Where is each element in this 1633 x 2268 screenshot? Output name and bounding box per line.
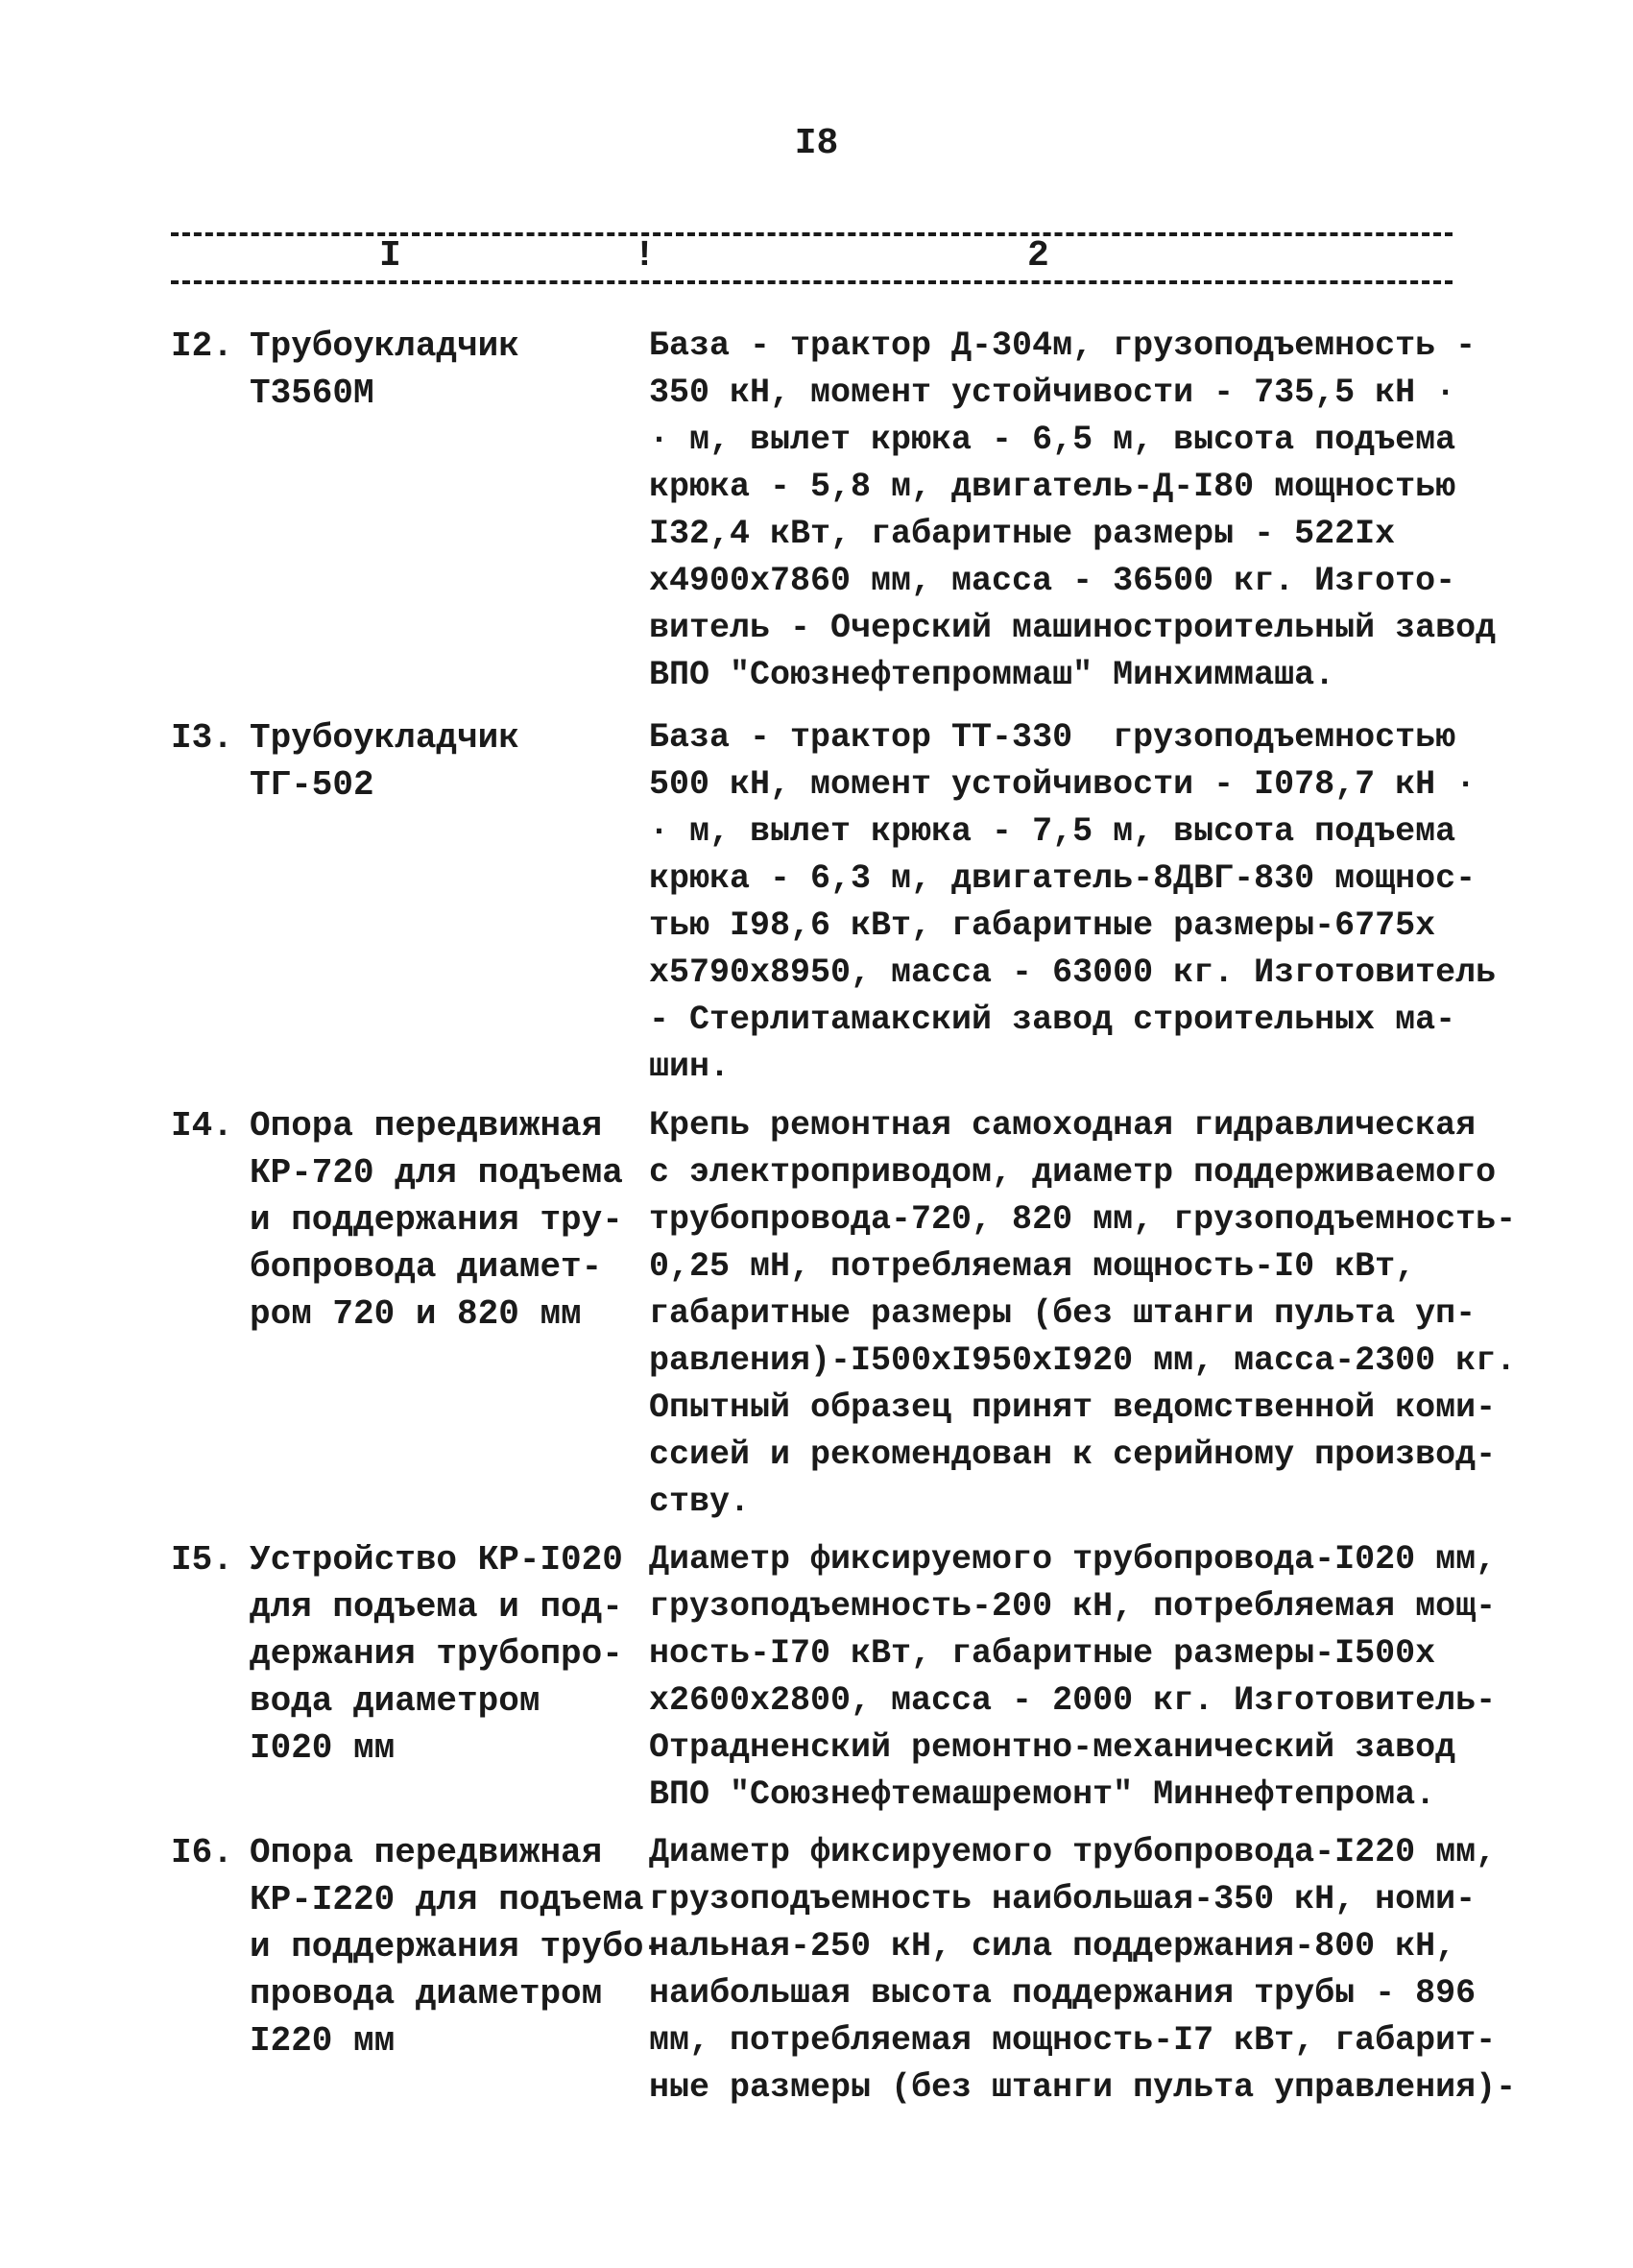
entry-name-line: КР-I220 для подъема [250, 1880, 644, 1919]
entry-name-line: Устройство КР-I020 [250, 1540, 623, 1580]
entry-name-line: держания трубопро- [250, 1634, 623, 1674]
entry-name-line: бопровода диамет- [250, 1247, 603, 1287]
entry-description-line: · м, вылет крюка - 6,5 м, высота подъема [649, 421, 1456, 459]
entry-number: I6. [171, 1833, 233, 1872]
entry-description-line: витель - Очерский машиностроительный завод [649, 609, 1497, 647]
entry-number: I3. [171, 718, 233, 758]
column-header-1: I [379, 235, 401, 277]
entry-description [649, 1536, 1497, 1819]
entry-name-line: Т3560М [250, 374, 374, 413]
entry-description-line: грузоподъемность наибольшая-350 кН, номи- [649, 1880, 1477, 1918]
entry-name-line: I020 мм [250, 1728, 396, 1768]
entry-description-line: ВПО "Союзнефтемашремонт" Миннефтепрома. [649, 1775, 1436, 1814]
entry-description-line: наибольшая высота поддержания трубы - 896 [649, 1974, 1477, 2013]
entry-description-line: Диаметр фиксируемого трубопровода-I220 мм, [649, 1833, 1497, 1871]
table-rule-top [171, 232, 1453, 236]
entry-description-line: трубопровода-720, 820 мм, грузоподъемность- [649, 1200, 1517, 1239]
entry-name-line: Опора передвижная [250, 1833, 603, 1872]
entry-name [250, 1102, 634, 1338]
entry-description-line: х4900х7860 мм, масса - 36500 кг. Изгото- [649, 562, 1456, 600]
entry-description-line: 0,25 мН, потребляемая мощность-I0 кВт, [649, 1247, 1416, 1286]
table-rule-bottom [171, 280, 1453, 284]
entry-description-line: База - трактор Д-304м, грузоподъемность - [649, 326, 1477, 365]
entry-description-line: крюка - 6,3 м, двигатель-8ДВГ-830 мощнос- [649, 859, 1477, 898]
entry-name-line: Трубоукладчик [250, 718, 519, 758]
entry-name-line: ром 720 и 820 мм [250, 1294, 582, 1334]
entry-name [250, 1536, 634, 1772]
entry-name-line: КР-720 для подъема [250, 1153, 623, 1193]
entry-description [649, 1829, 1517, 2111]
column-header-2: 2 [1027, 235, 1049, 277]
entry-description-line: габаритные размеры (без штанги пульта уп- [649, 1294, 1477, 1333]
entry-name-line: и поддержания тру- [250, 1200, 623, 1240]
column-separator: ! [634, 235, 656, 277]
entry-name [250, 714, 634, 808]
entry-description-line: · м, вылет крюка - 7,5 м, высота подъема [649, 812, 1456, 851]
entry-description-line: Отрадненский ремонтно-механический завод [649, 1728, 1456, 1767]
entry-name-line: Опора передвижная [250, 1106, 603, 1146]
page-number: I8 [794, 123, 839, 164]
entry-name-line: провода диаметром [250, 1974, 603, 2014]
entry-description-line: - Стерлитамакский завод строительных ма- [649, 1001, 1456, 1039]
entry-description-line: х2600х2800, масса - 2000 кг. Изготовитель- [649, 1681, 1497, 1720]
entry-description-line: I32,4 кВт, габаритные размеры - 522Iх [649, 515, 1396, 553]
entry-description-line: ссией и рекомендован к серийному производ- [649, 1436, 1497, 1474]
entry-description-line: шин. [649, 1048, 731, 1086]
entry-description-line: мм, потребляемая мощность-I7 кВт, габарит- [649, 2021, 1497, 2060]
entry-description-line: ные размеры (без штанги пульта управления)- [649, 2068, 1517, 2107]
entry-name [250, 323, 634, 417]
entry-name-line: ТГ-502 [250, 765, 374, 805]
entry-description-line: ность-I70 кВт, габаритные размеры-I500х [649, 1634, 1436, 1673]
entry-description-line: с электроприводом, диаметр поддерживаемого [649, 1153, 1497, 1192]
entry-description [649, 1102, 1517, 1526]
entry-name-line: для подъема и под- [250, 1587, 623, 1627]
entry-description-line: Крепь ремонтная самоходная гидравлическая [649, 1106, 1477, 1145]
entry-name-line: и поддержания трубо- [250, 1927, 665, 1966]
entry-description-line: тью I98,6 кВт, габаритные размеры-6775х [649, 906, 1436, 945]
entry-description-line: 350 кН, момент устойчивости - 735,5 кН · [649, 374, 1456, 412]
entry-description-line: грузоподъемность-200 кН, потребляемая мощ- [649, 1587, 1497, 1626]
entry-description-line: ВПО "Союзнефтепроммаш" Минхиммаша. [649, 656, 1335, 694]
entry-description-line: 500 кН, момент устойчивости - I078,7 кН · [649, 765, 1477, 804]
entry-description-line: ству. [649, 1483, 751, 1521]
entry-name-line: I220 мм [250, 2021, 396, 2061]
entry-description-line: Диаметр фиксируемого трубопровода-I020 мм, [649, 1540, 1497, 1579]
entry-description [649, 323, 1497, 699]
entry-description-line: Опытный образец принят ведомственной коми- [649, 1388, 1497, 1427]
entry-description [649, 714, 1497, 1091]
entry-description-line: База - трактор ТТ-330 грузоподъемностью [649, 718, 1456, 757]
entry-number: I2. [171, 326, 233, 366]
entry-description-line: равления)-I500хI950хI920 мм, масса-2300 кг. [649, 1341, 1517, 1380]
entry-number: I5. [171, 1540, 233, 1580]
entry-name-line: Трубоукладчик [250, 326, 519, 366]
entry-number: I4. [171, 1106, 233, 1146]
entry-description-line: нальная-250 кН, сила поддержания-800 кН, [649, 1927, 1456, 1966]
entry-description-line: х5790х8950, масса - 63000 кг. Изготовитель [649, 953, 1497, 992]
entry-name-line: вода диаметром [250, 1681, 540, 1721]
entry-name [250, 1829, 665, 2064]
entry-description-line: крюка - 5,8 м, двигатель-Д-I80 мощностью [649, 468, 1456, 506]
